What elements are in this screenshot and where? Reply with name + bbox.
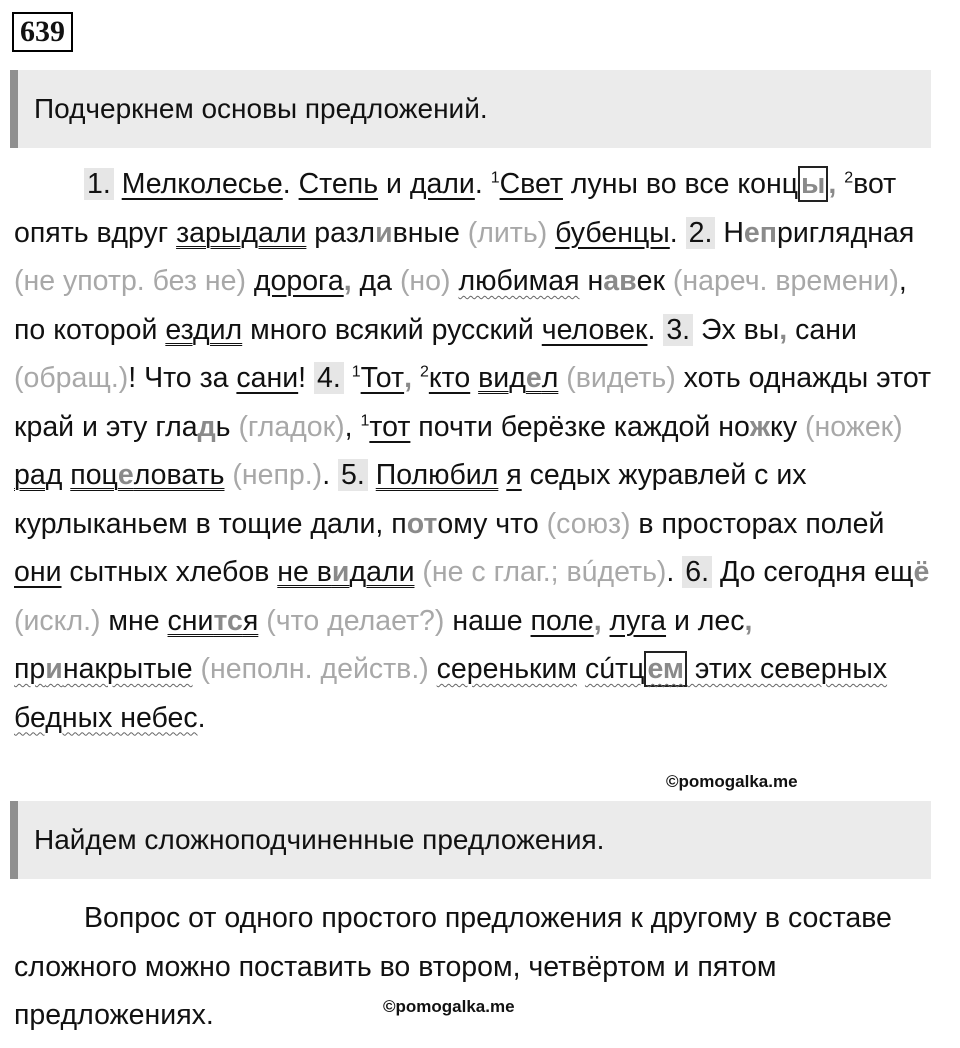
- text: вные: [392, 216, 468, 249]
- text: .: [322, 459, 339, 491]
- text: пр: [14, 653, 46, 685]
- subject: они: [14, 556, 62, 588]
- text: да: [351, 265, 400, 297]
- subject: бубенцы: [555, 216, 670, 249]
- text: ! Что за: [128, 362, 237, 394]
- section-heading-1: Подчеркнем основы предложений.: [10, 70, 931, 148]
- text: и лес: [666, 604, 745, 637]
- clause-index: 1: [360, 412, 370, 429]
- orthogram: тс: [213, 604, 243, 637]
- predicate: рад: [14, 459, 63, 491]
- text: сни: [167, 604, 214, 637]
- text: .: [197, 701, 206, 734]
- subject: дали: [409, 168, 475, 200]
- space: [547, 217, 555, 249]
- text: сúтц: [584, 653, 645, 685]
- sentence-number-3: 3.: [663, 314, 693, 346]
- text: мне: [100, 604, 168, 637]
- space: [368, 459, 376, 491]
- modifier: сереньким: [436, 653, 578, 685]
- space: [470, 362, 478, 394]
- space: [429, 653, 437, 685]
- sentence-number-6: 6.: [682, 556, 712, 588]
- subject: Тот: [360, 362, 405, 394]
- text: сани: [787, 313, 857, 346]
- text: Н: [723, 216, 744, 249]
- sentence-number-2: 2.: [686, 217, 716, 249]
- subject: кто: [428, 362, 471, 394]
- subject: человек: [541, 313, 648, 346]
- note: (но): [399, 265, 451, 297]
- orthogram: ав: [603, 265, 637, 297]
- text: накрытые: [62, 653, 193, 685]
- punct-mark: ,: [779, 313, 788, 346]
- orthogram: и: [331, 556, 350, 588]
- ending-box: ем: [644, 651, 687, 687]
- conclusion-paragraph: [14, 894, 934, 1040]
- text: много всякий русский: [242, 313, 542, 346]
- note: (не употр. без не): [14, 265, 246, 297]
- orthogram: ё: [913, 556, 930, 588]
- clause-index: 1: [490, 169, 500, 187]
- clause-index: 1: [351, 363, 361, 381]
- note: (гладок): [238, 410, 345, 443]
- text: и: [378, 168, 410, 200]
- subject: сани: [236, 362, 299, 394]
- text: вот опять вдруг: [14, 168, 897, 249]
- text: сытных хлебов: [61, 556, 278, 588]
- text: гла: [155, 410, 198, 443]
- note: (не с глаг.; вúдеть): [414, 556, 667, 588]
- predicate: [70, 459, 224, 491]
- text: л: [541, 362, 559, 394]
- punct-mark: ,: [404, 362, 413, 394]
- text: я: [242, 604, 259, 637]
- text: этих северных бедных небес: [14, 653, 888, 734]
- subject: тот: [369, 410, 411, 443]
- orthogram: еп: [743, 216, 777, 249]
- punct-mark: ,: [744, 604, 753, 637]
- note: (видеть): [558, 362, 676, 394]
- note: (ножек): [805, 410, 903, 443]
- predicate: зарыдали: [176, 216, 307, 249]
- text: ловать: [133, 459, 225, 491]
- subject: Свет: [499, 168, 563, 200]
- text: .: [647, 313, 664, 346]
- analysis-paragraph: [14, 160, 934, 742]
- note: (нареч. времени): [672, 265, 899, 297]
- text: хоть однажды этот край и эту: [14, 362, 932, 443]
- punct-mark: ,: [828, 168, 837, 200]
- text: н: [587, 265, 604, 297]
- text: .: [669, 216, 686, 249]
- note: (непр.): [224, 459, 323, 491]
- subject: Мелколесье: [121, 168, 283, 200]
- section-heading-2: Найдем сложноподчиненные предложения.: [10, 801, 931, 879]
- predicate: ездил: [165, 313, 243, 346]
- text: !: [298, 362, 315, 394]
- subject: я: [506, 459, 522, 491]
- text: наше: [444, 604, 531, 637]
- orthogram: ж: [749, 410, 771, 443]
- text: ек: [636, 265, 673, 297]
- text: ,: [344, 410, 361, 443]
- text: ь: [215, 410, 231, 443]
- clause-index: 2: [844, 169, 854, 187]
- text: разл: [306, 216, 376, 249]
- text: риглядная: [777, 216, 915, 249]
- text: .: [666, 556, 683, 588]
- orthogram: от: [406, 507, 438, 540]
- watermark: ©pomogalka.me: [383, 997, 515, 1016]
- punct-mark: ,: [593, 604, 602, 637]
- text: .: [474, 168, 491, 200]
- orthogram: и: [375, 216, 393, 249]
- predicate: [168, 605, 259, 637]
- sentence-number-1: 1.: [84, 168, 114, 200]
- subject: дорога: [253, 265, 344, 297]
- text: не в: [277, 556, 332, 588]
- watermark: ©pomogalka.me: [666, 772, 798, 791]
- text: .: [282, 168, 291, 200]
- note: (искл.): [14, 604, 101, 637]
- subject: Степь: [298, 168, 379, 200]
- predicate: [277, 556, 414, 588]
- modifier: любимая: [458, 265, 580, 297]
- sentence-number-4: 4.: [314, 362, 344, 394]
- text: ещ: [874, 556, 914, 588]
- text: До сегодня: [712, 556, 875, 588]
- punct-mark: ,: [343, 265, 352, 297]
- text: вид: [478, 362, 526, 394]
- text: луны во все конц: [562, 168, 799, 200]
- text: Эх вы: [693, 313, 780, 346]
- orthogram: и: [45, 653, 63, 685]
- space: [246, 265, 254, 297]
- sentence-number-5: 5.: [338, 459, 368, 491]
- predicate: [478, 362, 558, 394]
- text: ку: [770, 410, 805, 443]
- note: (неполн. действ.): [192, 653, 429, 685]
- text: , по которой: [14, 265, 907, 346]
- text: в просторах полей: [630, 507, 885, 540]
- note: (обращ.): [14, 362, 129, 394]
- subject: поле: [530, 604, 594, 637]
- clause-index: 2: [419, 363, 429, 381]
- ending-box: ы: [798, 166, 828, 202]
- task-number: 639: [12, 12, 73, 52]
- text: ому что: [437, 507, 547, 540]
- text: почти берёзке каждой: [410, 410, 719, 443]
- note: (союз): [546, 507, 631, 540]
- modifier: [14, 653, 193, 685]
- orthogram: е: [117, 459, 134, 491]
- note: (лить): [467, 216, 548, 249]
- note: (что делает?): [258, 604, 445, 637]
- text: поц: [70, 459, 118, 491]
- orthogram: д: [197, 410, 216, 443]
- subject: луга: [609, 604, 667, 637]
- text: дали: [349, 556, 415, 588]
- orthogram: е: [525, 362, 542, 394]
- text: седых журавлей с их курлыканьем в тощие дали, п: [14, 459, 807, 540]
- predicate: Полюбил: [375, 459, 499, 491]
- conclusion-text: Вопрос от одного простого предложения к другому в составе сложного можно поставить во втором, четвёртом и пятом предложениях.: [14, 902, 892, 1031]
- text: но: [718, 410, 750, 443]
